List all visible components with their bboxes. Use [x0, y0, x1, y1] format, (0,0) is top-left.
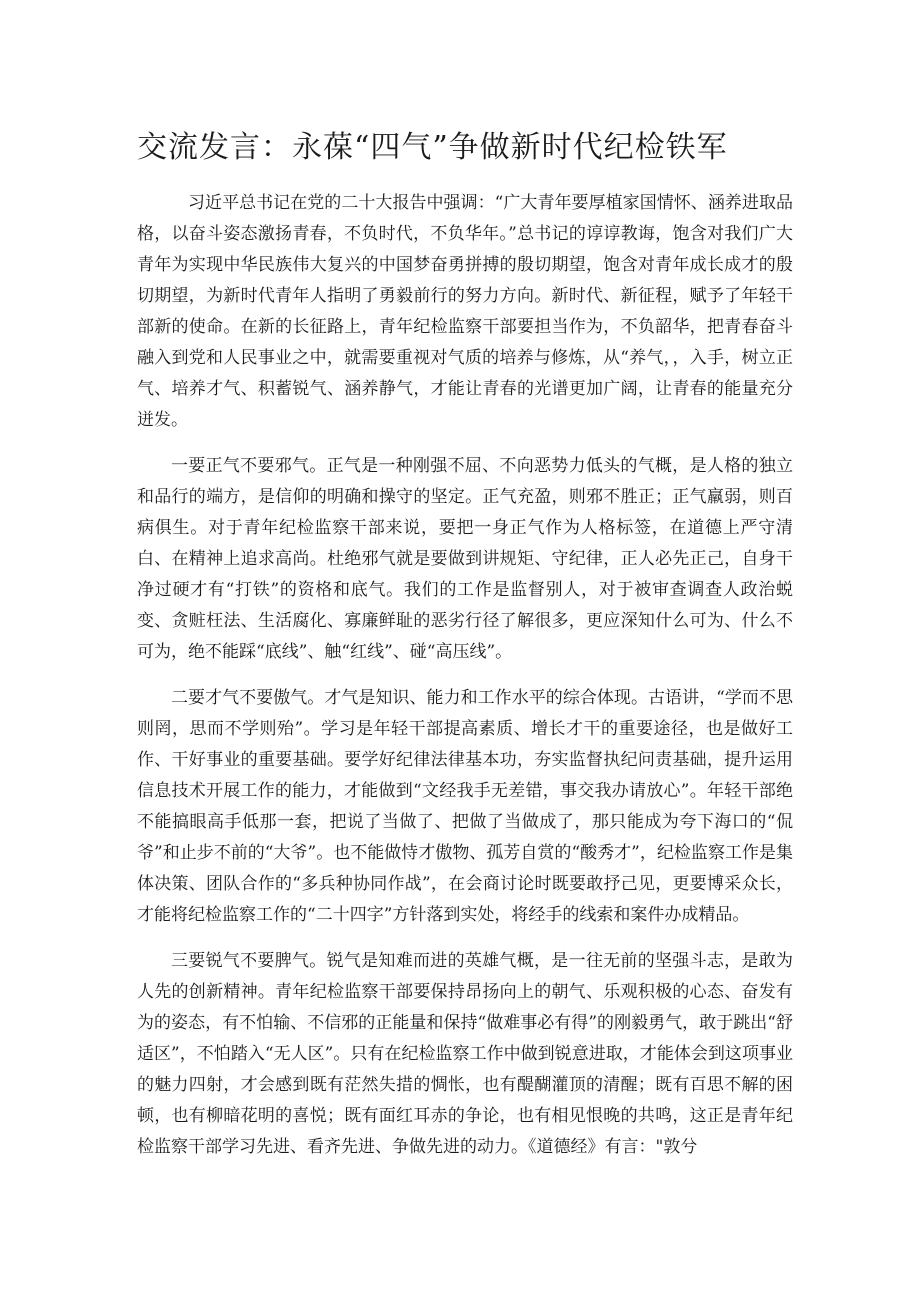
paragraph-talent: 二要才气不要傲气。才气是知识、能力和工作水平的综合体现。古语讲，“学而不思则罔，思而不学则殆”。学习是年轻干部提高素质、增长才干的重要途径，也是做好工作、干好事业的重要基础。要学好纪律法律基本功，夯实监督执纪问责基础，提升运用信息技术开展工作的能力，才能做到“文经我手无差错，事交我办请放心”。年轻干部绝不能搞眼高手低那一套，把说了当做了、把做了当做成了，那只能成为夸下海口的“侃爷”和止步不前的“大爷”。也不能做恃才傲物、孤芳自赏的“酸秀才”，纪检监察工作是集体决策、团队合作的“多兵种协同作战”，在会商讨论时既要敢抒己见，更要博采众长，才能将纪检监察工作的“二十四字”方针落到实处，将经手的线索和案件办成精品。 — [137, 688, 793, 925]
document-title: 交流发言：永葆“四气”争做新时代纪检铁军 — [137, 130, 728, 165]
paragraph-righteousness: 一要正气不要邪气。正气是一种刚强不屈、不向恶势力低头的气概，是人格的独立和品行的端方，是信仰的明确和操守的坚定。正气充盈，则邪不胜正；正气羸弱，则百病俱生。对于青年纪检监察干部来说，要把一身正气作为人格标签，在道德上严守清白、在精神上追求高尚。杜绝邪气就是要做到讲规矩、守纪律，正人必先正己，自身干净过硬才有“打铁”的资格和底气。我们的工作是监督别人，对于被审查调查人政治蜕变、贪赃枉法、生活腐化、寡廉鲜耻的恶劣行径了解很多，更应深知什么可为、什么不可为，绝不能踩“底线”、触“红线”、碰“高压线”。 — [137, 456, 793, 662]
paragraph-intro: 习近平总书记在党的二十大报告中强调：“广大青年要厚植家国情怀、涵养进取品格，以奋斗姿态激扬青春，不负时代，不负华年。”总书记的谆谆教诲，饱含对我们广大青年为实现中华民族伟大复兴的中国梦奋勇拼搏的殷切期望，饱含对青年成长成才的殷切期望，为新时代青年人指明了勇毅前行的努力方向。新时代、新征程，赋予了年轻干部新的使命。在新的长征路上，青年纪检监察干部要担当作为，不负韶华，把青春奋斗融入到党和人民事业之中，就需要重视对气质的培养与修炼，从“养气，，入手，树立正气、培养才气、积蓄锐气、涵养静气，才能让青春的光谱更加广阔，让青春的能量充分迸发。 — [137, 193, 793, 430]
paragraph-drive: 三要锐气不要脾气。锐气是知难而进的英雄气概，是一往无前的坚强斗志，是敢为人先的创新精神。青年纪检监察干部要保持昂扬向上的朝气、乐观积极的心态、奋发有为的姿态，有不怕输、不信邪的正能量和保持“做难事必有得”的刚毅勇气，敢于跳出“舒适区”，不怕踏入“无人区”。只有在纪检监察工作中做到锐意进取，才能体会到这项事业的魅力四射，才会感到既有茫然失措的惆怅，也有醍醐灌顶的清醒；既有百思不解的困顿，也有柳暗花明的喜悦；既有面红耳赤的争论，也有相见恨晚的共鸣，这正是青年纪检监察干部学习先进、看齐先进、争做先进的动力。《道德经》有言："敦兮 — [137, 951, 793, 1157]
